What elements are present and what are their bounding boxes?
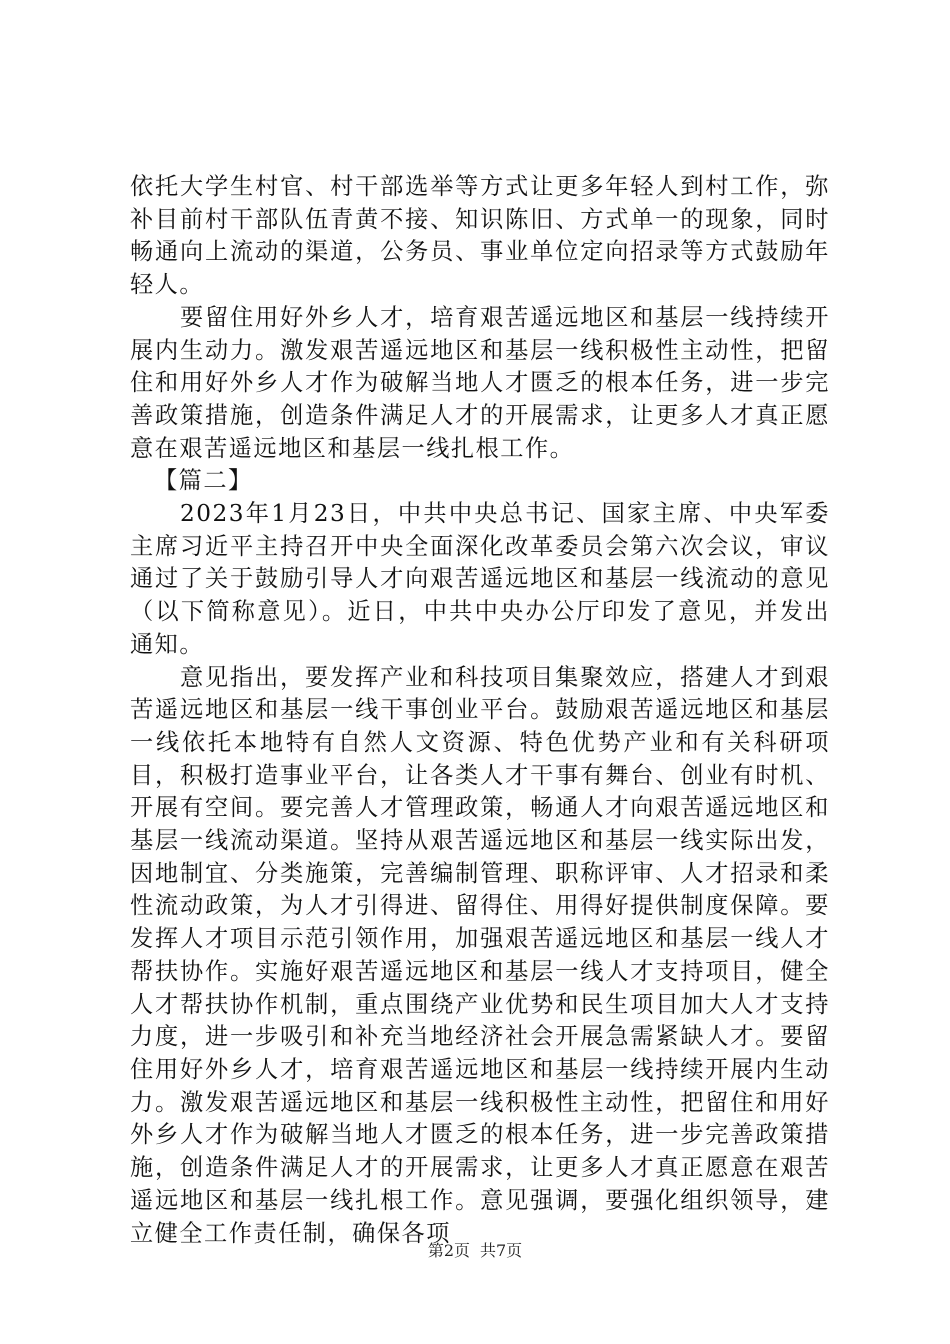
document-body <box>130 171 830 1250</box>
paragraph-opinion-details: 意见指出，要发挥产业和科技项目集聚效应，搭建人才到艰苦遥远地区和基层一线干事创业平台。鼓励艰苦遥远地区和基层一线依托本地特有自然人文资源、特色优势产业和有关科研项目，积极打造事业平台，让各类人才干事有舞台、创业有时机、开展有空间。要完善人才管理政策，畅通人才向艰苦遥远地区和基层一线流动渠道。坚持从艰苦遥远地区和基层一线实际出发，因地制宜、分类施策，完善编制管理、职称评审、人才招录和柔性流动政策，为人才引得进、留得住、用得好提供制度保障。要发挥人才项目示范引领作用，加强艰苦遥远地区和基层一线人才帮扶协作。实施好艰苦遥远地区和基层一线人才支持项目，健全人才帮扶协作机制，重点围绕产业优势和民生项目加大人才支持力度，进一步吸引和补充当地经济社会开展急需紧缺人才。要留住用好外乡人才，培育艰苦遥远地区和基层一线持续开展内生动力。激发艰苦遥远地区和基层一线积极性主动性，把留住和用好外乡人才作为破解当地人才匮乏的根本任务，进一步完善政策措施，创造条件满足人才的开展需求，让更多人才真正愿意在艰苦遥远地区和基层一线扎根工作。意见强调，要强化组织领导，建立健全工作责任制，确保各项 <box>130 663 830 1247</box>
paragraph-meeting-news: 2023年1月23日，中共中央总书记、国家主席、中央军委主席习近平主持召开中央全面深化改革委员会第六次会议，审议通过了关于鼓励引导人才向艰苦遥远地区和基层一线流动的意见（以下简称意见）。近日，中共中央办公厅印发了意见，并发出通知。 <box>130 500 830 658</box>
paragraph-continuation: 依托大学生村官、村干部选举等方式让更多年轻人到村工作，弥补目前村干部队伍青黄不接、知识陈旧、方式单一的现象，同时畅通向上流动的渠道，公务员、事业单位定向招录等方式鼓励年轻人。 <box>130 173 830 299</box>
page-number: 第2页 <box>427 1241 470 1260</box>
page-total: 共7页 <box>480 1241 523 1260</box>
paragraph-talent-retention: 要留住用好外乡人才，培育艰苦遥远地区和基层一线持续开展内生动力。激发艰苦遥远地区和基层一线积极性主动性，把留住和用好外乡人才作为破解当地人才匮乏的根本任务，进一步完善政策措施，创造条件满足人才的开展需求，让更多人才真正愿意在艰苦遥远地区和基层一线扎根工作。 <box>130 303 830 462</box>
section-heading-part-two: 【篇二】 <box>154 467 253 495</box>
page-footer <box>0 1241 950 1261</box>
